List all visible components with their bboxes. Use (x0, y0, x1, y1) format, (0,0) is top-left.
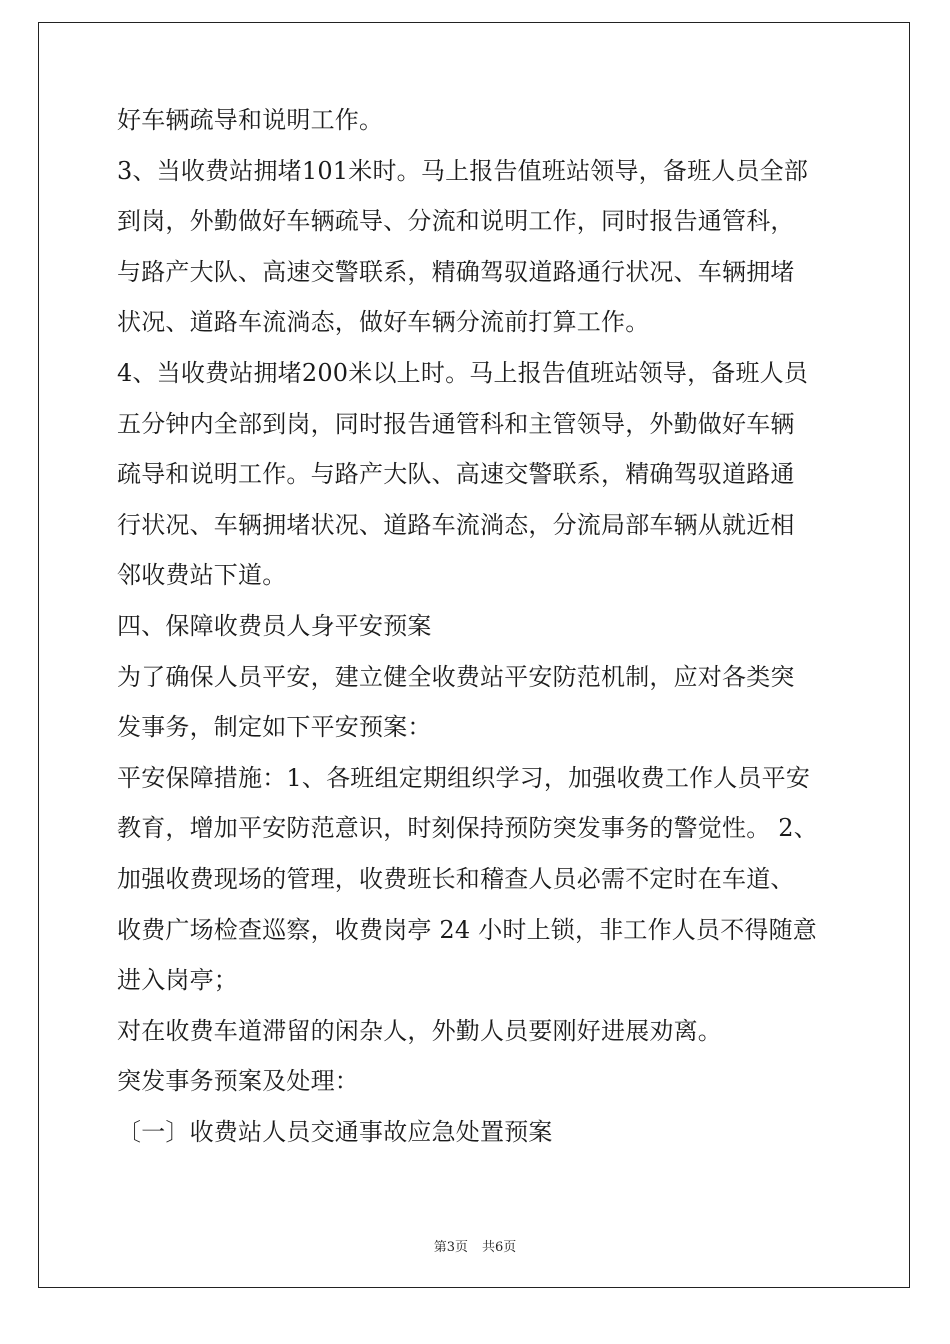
text-line: 教育，增加平安防范意识，时刻保持预防突发事务的警觉性。 2、 (117, 814, 818, 843)
page-number-total: 共6页 (482, 1240, 517, 1255)
text-line: 行状况、车辆拥堵状况、道路车流淌态，分流局部车辆从就近相 (117, 510, 795, 539)
text-line: 五分钟内全部到岗，同时报告通管科和主管领导，外勤做好车辆 (117, 409, 795, 438)
text-line: 到岗，外勤做好车辆疏导、分流和说明工作，同时报告通管科， (117, 207, 795, 236)
text-line: 3、当收费站拥堵101米时。马上报告值班站领导，备班人员全部 (117, 156, 809, 185)
document-body (117, 95, 847, 1157)
section-heading: 四、保障收费员人身平安预案 (117, 611, 432, 640)
text-line: 为了确保人员平安，建立健全收费站平安防范机制，应对各类突 (117, 662, 795, 691)
text-line: 疏导和说明工作。与路产大队、高速交警联系，精确驾驭道路通 (117, 460, 795, 489)
text-line: 加强收费现场的管理，收费班长和稽查人员必需不定时在车道、 (117, 864, 795, 893)
subsection-heading: 〔一〕收费站人员交通事故应急处置预案 (117, 1117, 553, 1146)
text-line: 与路产大队、高速交警联系，精确驾驭道路通行状况、车辆拥堵 (117, 257, 795, 286)
text-line: 收费广场检查巡察，收费岗亭 24 小时上锁，非工作人员不得随意 (117, 915, 817, 944)
text-line: 发事务，制定如下平安预案： (117, 713, 432, 742)
text-line: 状况、道路车流淌态，做好车辆分流前打算工作。 (117, 308, 650, 337)
text-line: 好车辆疏导和说明工作。 (117, 106, 384, 134)
page-number-current: 第3页 (433, 1240, 468, 1255)
text-line: 4、当收费站拥堵200米以上时。马上报告值班站领导，备班人员 (117, 358, 809, 387)
text-line: 进入岗亭； (117, 966, 238, 995)
text-line: 突发事务预案及处理： (117, 1067, 359, 1096)
text-line: 平安保障措施：1、各班组定期组织学习，加强收费工作人员平安 (117, 763, 811, 792)
text-line: 邻收费站下道。 (117, 561, 287, 590)
page-footer (0, 1236, 950, 1255)
text-line: 对在收费车道滞留的闲杂人，外勤人员要刚好进展劝离。 (117, 1016, 722, 1045)
